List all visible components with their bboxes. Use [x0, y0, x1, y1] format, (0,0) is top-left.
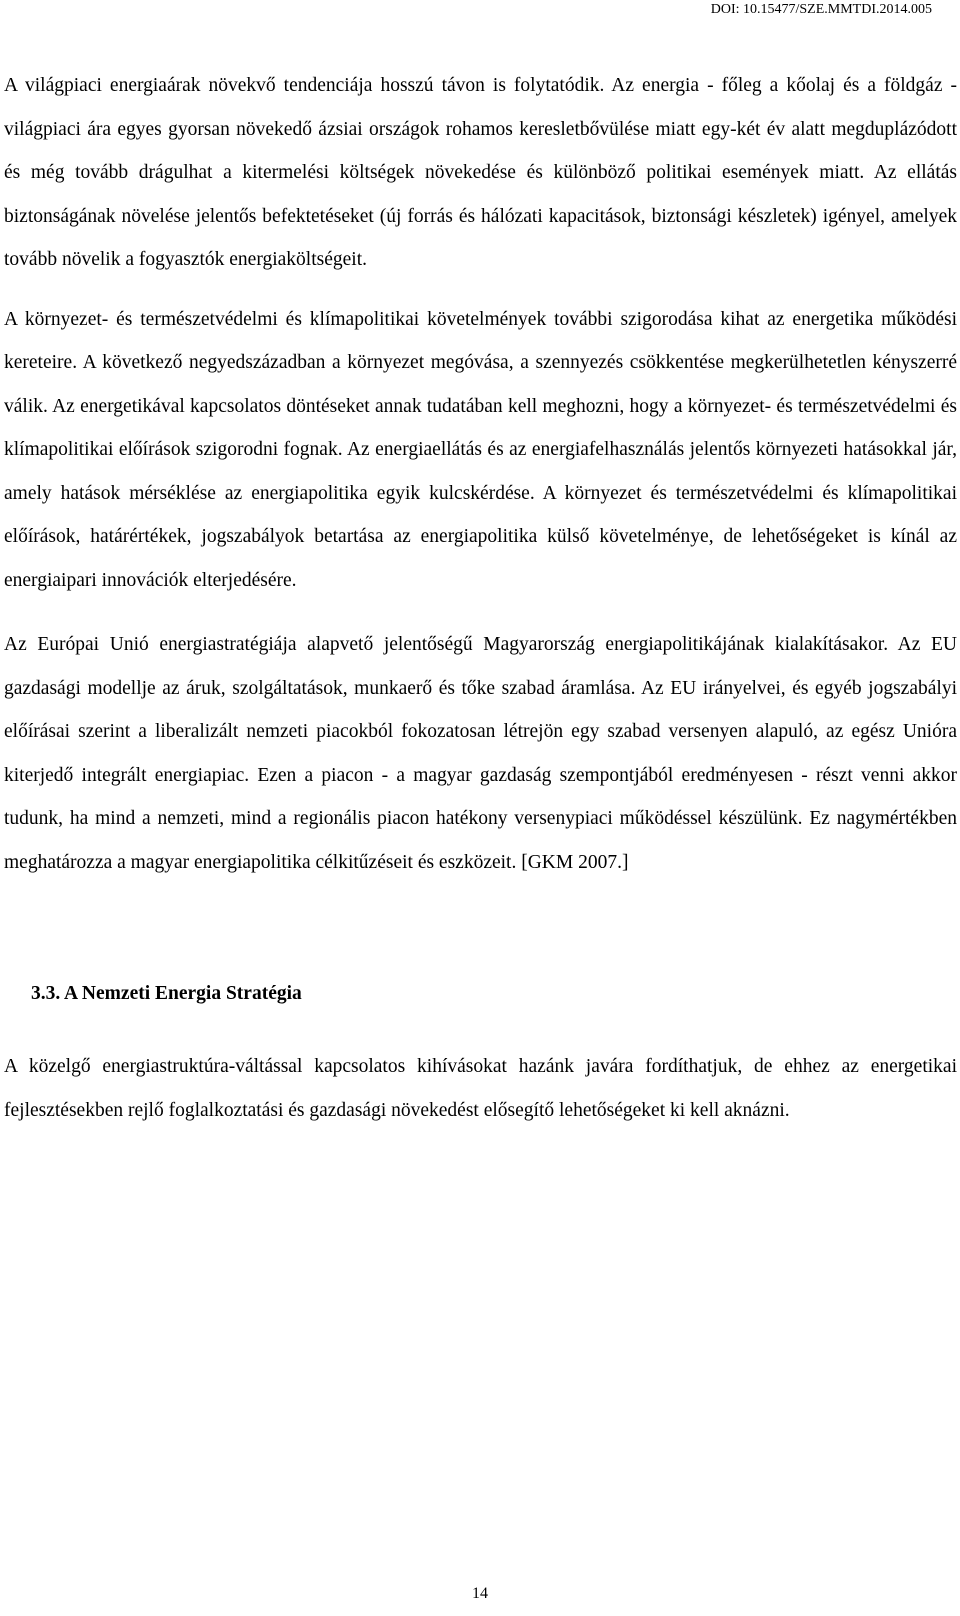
- paragraph-environment: A környezet- és természetvédelmi és klímapolitikai követelmények további szigorodása kihat az energetika működési kereteire. A következő negyedszázadban a környezet megóvása, a szennyezés csökkentése megkerülhetetlen kényszerré válik. Az energetikával kapcsolatos döntéseket annak tudatában kell meghozni, hogy a környezet- és természetvédelmi és klímapolitikai előírások szigorodni fognak. Az energiaellátás és az energiafelhasználás jelentős környezeti hatásokkal jár, amely hatások mérséklése az energiapolitika egyik kulcskérdése. A környezet és természetvédelmi és klímapolitikai előírások, határértékek, jogszabályok betartása az energiapolitika külső követelménye, de lehetőségeket is kínál az energiaipari innovációk elterjedésére.: [4, 308, 957, 591]
- section-heading: 3.3. A Nemzeti Energia Stratégia: [31, 983, 302, 1004]
- page-number: 14: [472, 1585, 488, 1602]
- paragraph-energy-prices: A világpiaci energiaárak növekvő tendenciája hosszú távon is folytatódik. Az energia - főleg a kőolaj és a földgáz - világpiaci ára egyes gyorsan növekedő ázsiai országok rohamos keresletbővülése miatt egy-két év alatt megduplázódott és még tovább drágulhat a kitermelési költségek növekedése és különböző politikai események miatt. Az ellátás biztonságának növelése jelentős befektetéseket (új forrás és hálózati kapacitások, biztonsági készletek) igényel, amelyek tovább növelik a fogyasztók energiaköltségeit.: [4, 75, 957, 270]
- paragraph-eu-strategy: Az Európai Unió energiastratégiája alapvető jelentőségű Magyarország energiapolitikájának kialakításakor. Az EU gazdasági modellje az áruk, szolgáltatások, munkaerő és tőke szabad áramlása. Az EU irányelvei, és egyéb jogszabályi előírásai szerint a liberalizált nemzeti piacokból fokozatosan létrejön egy szabad versenyen alapuló, az egész Unióra kiterjedő integrált energiapiac. Ezen a piacon - a magyar gazdaság szempontjából eredményesen - részt venni akkor tudunk, ha mind a nemzeti, mind a regionális piacon hatékony versenypiaci működéssel készülünk. Ez nagymértékben meghatározza a magyar energiapolitika célkitűzéseit és eszközeit. [GKM 2007.]: [4, 634, 957, 873]
- doi-header: DOI: 10.15477/SZE.MMTDI.2014.005: [710, 2, 932, 17]
- paragraph-national-strategy: A közelgő energiastruktúra-váltással kapcsolatos kihívásokat hazánk javára fordíthatjuk, de ehhez az energetikai fejlesztésekben rejlő foglalkoztatási és gazdasági növekedést elősegítő lehetőségeket ki kell aknázni.: [4, 1056, 957, 1121]
- document-body: [4, 64, 957, 1132]
